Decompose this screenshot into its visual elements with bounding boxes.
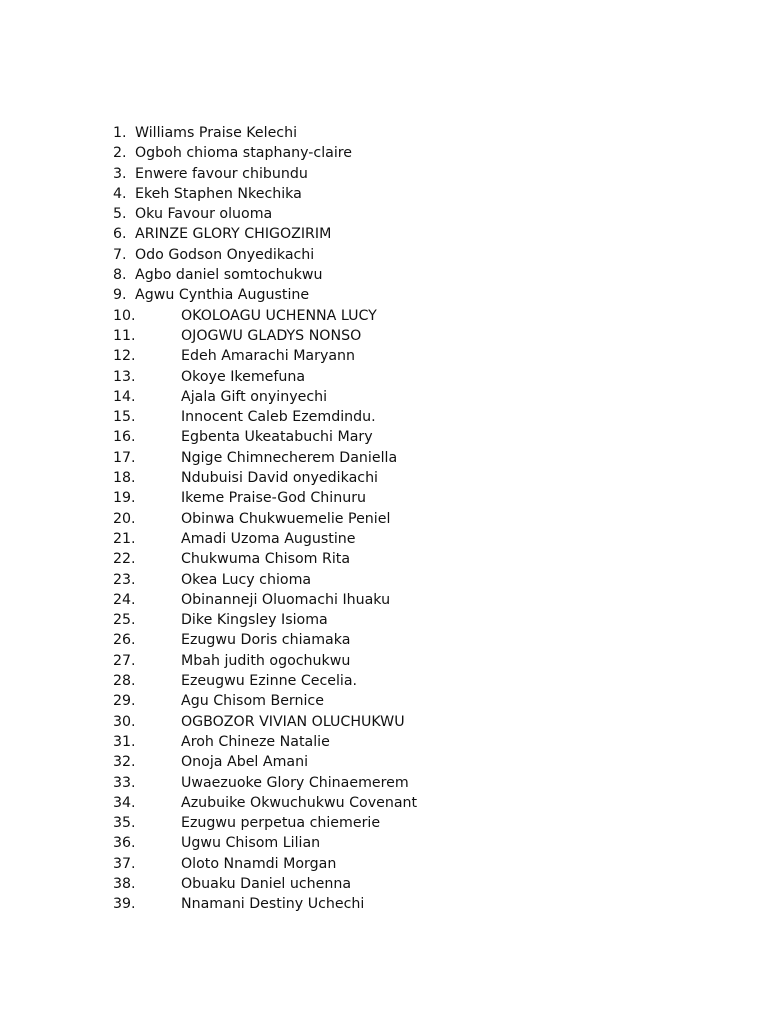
item-name: Williams Praise Kelechi	[135, 125, 298, 141]
item-number: 10.	[113, 307, 136, 324]
item-name: Mbah judith ogochukwu	[181, 652, 351, 669]
item-number: 30.	[113, 713, 136, 730]
item-name: Obinanneji Oluomachi Ihuaku	[181, 591, 391, 608]
item-number: 4.	[113, 185, 127, 202]
item-number: 11.	[113, 327, 136, 344]
item-number: 25.	[113, 612, 136, 629]
item-number: 33.	[113, 774, 136, 791]
item-name: Oloto Nnamdi Morgan	[181, 855, 337, 872]
item-number: 28.	[113, 673, 136, 690]
item-name: Chukwuma Chisom Rita	[181, 551, 351, 568]
item-name: Onoja Abel Amani	[181, 754, 309, 771]
item-number: 26.	[113, 632, 136, 649]
item-number: 5.	[113, 206, 127, 223]
item-number: 38.	[113, 875, 136, 892]
item-number: 22.	[113, 551, 136, 568]
item-name: Oku Favour oluoma	[135, 206, 273, 223]
item-number: 32.	[113, 754, 136, 771]
item-name: OGBOZOR VIVIAN OLUCHUKWU	[181, 713, 405, 730]
item-number: 7.	[113, 246, 127, 263]
item-number: 1.	[113, 125, 127, 141]
item-name: Aroh Chineze Natalie	[181, 733, 330, 750]
item-number: 24.	[113, 591, 136, 608]
item-number: 18.	[113, 470, 136, 487]
item-number: 31.	[113, 733, 136, 750]
item-number: 3.	[113, 165, 127, 182]
item-number: 15.	[113, 409, 136, 426]
item-number: 27.	[113, 652, 136, 669]
item-name: Egbenta Ukeatabuchi Mary	[181, 429, 373, 446]
item-name: Azubuike Okwuchukwu Covenant	[181, 794, 418, 811]
item-name: OJOGWU GLADYS NONSO	[181, 327, 362, 344]
item-number: 9.	[113, 287, 127, 304]
item-name: Ndubuisi David onyedikachi	[181, 470, 379, 487]
item-number: 36.	[113, 835, 136, 852]
item-name: Ekeh Staphen Nkechika	[135, 185, 302, 202]
item-number: 14.	[113, 388, 136, 405]
item-number: 20.	[113, 510, 136, 527]
item-name: Okoye Ikemefuna	[181, 368, 306, 385]
item-name: Dike Kingsley Isioma	[181, 612, 328, 629]
item-number: 37.	[113, 855, 136, 872]
item-number: 13.	[113, 368, 136, 385]
item-number: 17.	[113, 449, 136, 466]
item-number: 39.	[113, 896, 136, 913]
item-name: Nnamani Destiny Uchechi	[181, 896, 365, 913]
item-name: ARINZE GLORY CHIGOZIRIM	[135, 226, 332, 243]
item-name: Ogboh chioma staphany-claire	[135, 145, 353, 162]
item-name: Edeh Amarachi Maryann	[181, 348, 356, 365]
item-name: Ezugwu perpetua chiemerie	[181, 815, 381, 832]
item-name: Agu Chisom Bernice	[181, 693, 324, 710]
item-number: 12.	[113, 348, 136, 365]
item-number: 19.	[113, 490, 136, 507]
item-name: Ezugwu Doris chiamaka	[181, 632, 351, 649]
item-number: 23.	[113, 571, 136, 588]
item-name: Enwere favour chibundu	[135, 165, 308, 182]
item-name: Okea Lucy chioma	[181, 571, 312, 588]
item-name: Ajala Gift onyinyechi	[181, 388, 328, 405]
item-name: Obinwa Chukwuemelie Peniel	[181, 510, 391, 527]
item-name: Agwu Cynthia Augustine	[135, 287, 310, 304]
item-name: OKOLOAGU UCHENNA LUCY	[181, 307, 377, 324]
item-name: Ngige Chimnecherem Daniella	[181, 449, 398, 466]
item-name: Obuaku Daniel uchenna	[181, 875, 352, 892]
item-number: 2.	[113, 145, 127, 162]
item-number: 16.	[113, 429, 136, 446]
item-number: 8.	[113, 267, 127, 284]
item-number: 35.	[113, 815, 136, 832]
item-number: 21.	[113, 530, 136, 547]
item-name: Odo Godson Onyedikachi	[135, 246, 315, 263]
item-name: Ezeugwu Ezinne Cecelia.	[181, 673, 358, 690]
item-name: Innocent Caleb Ezemdindu.	[181, 409, 376, 426]
item-number: 6.	[113, 226, 127, 243]
item-name: Amadi Uzoma Augustine	[181, 530, 356, 547]
item-name: Ugwu Chisom Lilian	[181, 835, 321, 852]
item-number: 29.	[113, 693, 136, 710]
item-name: Agbo daniel somtochukwu	[135, 267, 323, 284]
item-name: Ikeme Praise-God Chinuru	[181, 490, 367, 507]
item-name: Uwaezuoke Glory Chinaemerem	[181, 774, 409, 791]
item-number: 34.	[113, 794, 136, 811]
